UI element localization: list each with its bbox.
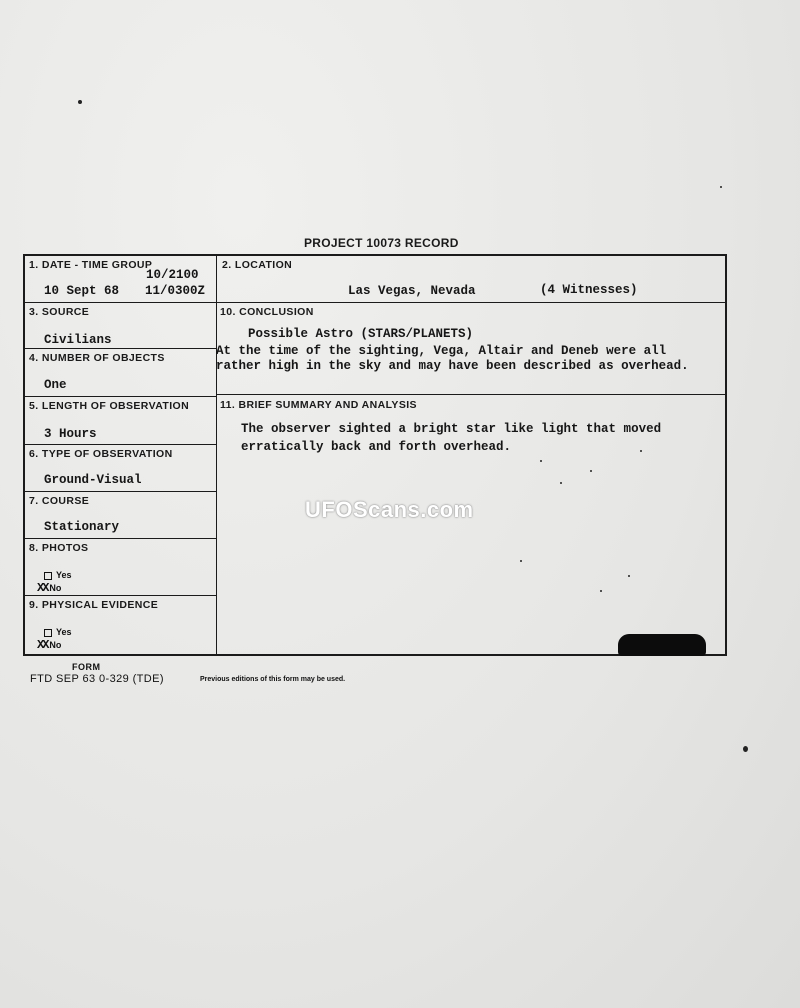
number-of-objects-label: 4. NUMBER OF OBJECTS [29,352,165,364]
source-label: 3. SOURCE [29,306,90,318]
type-of-observation-label: 6. TYPE OF OBSERVATION [29,448,173,460]
physical-evidence-label: 9. PHYSICAL EVIDENCE [29,599,159,611]
summary-label: 11. BRIEF SUMMARY AND ANALYSIS [220,399,417,411]
watermark: UFOScans.com [305,497,474,522]
row-divider [216,394,725,395]
local-time-value: 10/2100 [146,268,199,282]
redaction-block [618,634,706,656]
row-divider [25,396,216,397]
photos-no-mark: XX [37,581,48,595]
photos-yes-label: Yes [56,570,72,580]
conclusion-label: 10. CONCLUSION [220,306,314,318]
evidence-yes-label: Yes [56,627,72,637]
record-title: PROJECT 10073 RECORD [304,236,459,250]
summary-line-2: erratically back and forth overhead. [241,440,512,454]
row-divider [25,538,216,539]
footer-note: Previous editions of this form may be used. [200,676,346,683]
conclusion-value: Possible Astro (STARS/PLANETS) [248,327,474,341]
evidence-no-label: No [49,640,62,650]
row-divider [25,444,216,445]
evidence-no-mark: XX [37,638,48,652]
row-divider [25,595,216,596]
number-of-objects-value: One [44,378,67,392]
length-of-observation-label: 5. LENGTH OF OBSERVATION [29,400,190,412]
course-label: 7. COURSE [29,495,90,507]
dust-speck [743,746,748,752]
row-divider [25,491,216,492]
conclusion-line-2: rather high in the sky and may have been described as overhead. [216,359,689,373]
dust-speck [720,186,722,188]
type-of-observation-value: Ground-Visual [44,473,142,487]
date-time-label: 1. DATE - TIME GROUP [29,259,153,271]
summary-line-1: The observer sighted a bright star like light that moved [241,422,662,436]
footer-form-id: FTD SEP 63 0-329 (TDE) [30,673,164,685]
row-divider [25,348,216,349]
course-value: Stationary [44,520,120,534]
location-value: Las Vegas, Nevada [348,284,476,298]
dust-speck [78,100,82,104]
evidence-yes-option [44,627,72,637]
photos-no-label: No [49,583,62,593]
conclusion-line-1: At the time of the sighting, Vega, Altair and Deneb were all [216,344,667,358]
evidence-no-option [37,638,61,652]
date-value: 10 Sept 68 [44,284,120,298]
row-divider [25,302,725,303]
zulu-time-value: 11/0300Z [145,284,206,298]
location-label: 2. LOCATION [222,259,293,271]
witnesses-value: (4 Witnesses) [540,283,638,297]
photos-label: 8. PHOTOS [29,542,89,554]
checkbox-icon [44,572,52,580]
column-divider [216,256,217,656]
checkbox-icon [44,629,52,637]
length-of-observation-value: 3 Hours [44,427,97,441]
footer-form-word: FORM [72,662,101,672]
source-value: Civilians [44,333,112,347]
photos-yes-option [44,570,72,580]
photos-no-option [37,581,61,595]
